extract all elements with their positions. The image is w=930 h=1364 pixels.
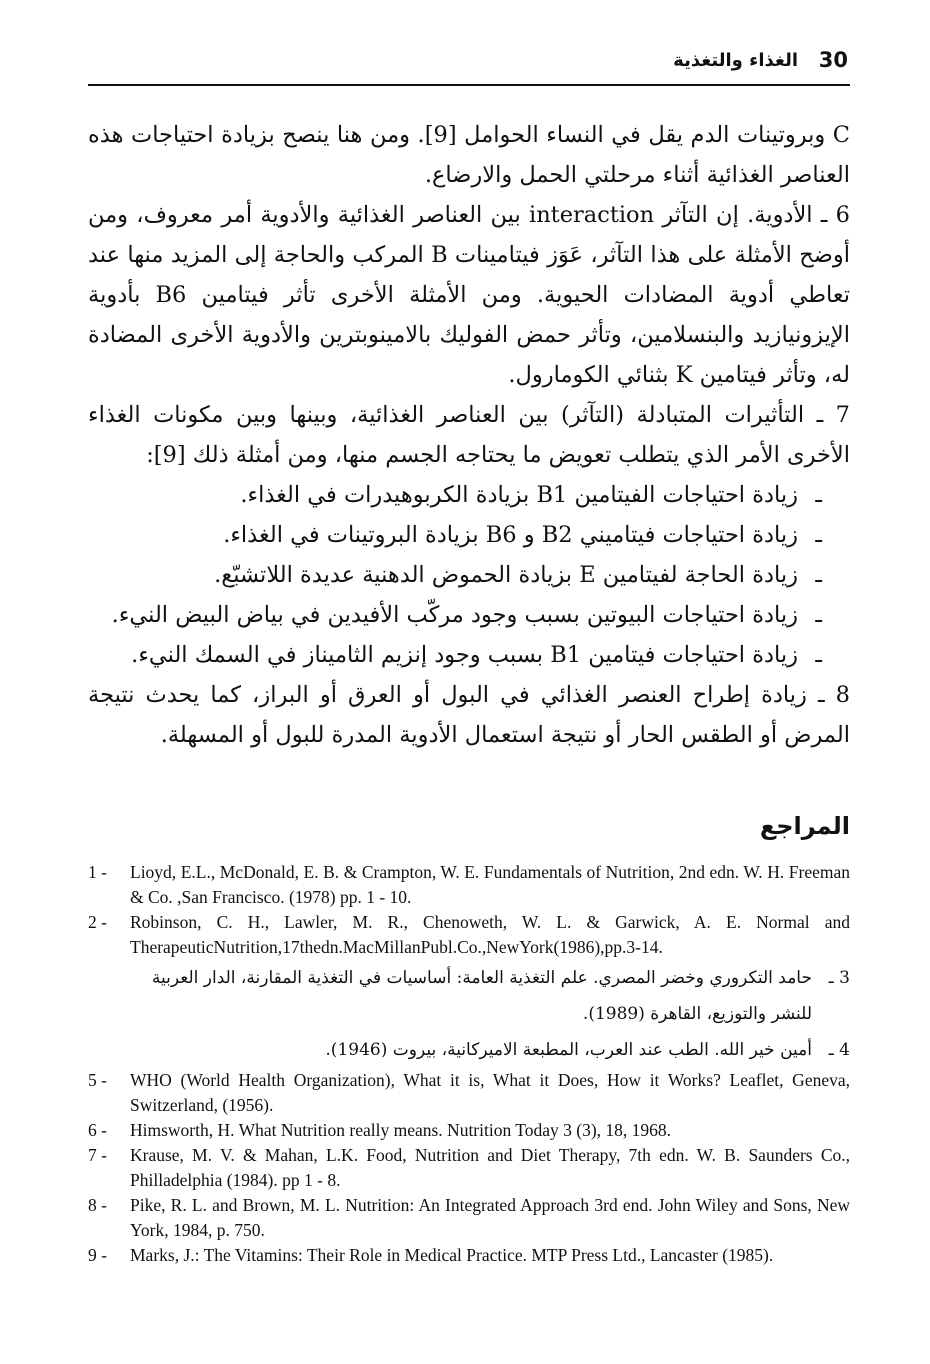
paragraph-8: 8 ـ زيادة إطراح العنصر الغذائي في البول أو العرق أو البراز، كما يحدث نتيجة المرض أو الطقس الحار أو نتيجة استعمال الأدوية المدرة للبول أو المسهلة. (88, 682, 850, 748)
reference-number: 9 - (88, 1245, 107, 1265)
reference-text: Himsworth, H. What Nutrition really means. Nutrition Today 3 (3), 18, 1968. (130, 1120, 672, 1140)
reference-item (88, 1118, 850, 1143)
reference-item (88, 1243, 850, 1268)
page-number: 30 (818, 48, 848, 72)
paragraph-7: 7 ـ التأثيرات المتبادلة (التآثر) بين العناصر الغذائية، وبينها وبين مكونات الغذاء الأخرى الأمر الذي يتطلب تعويض ما يحتاجه الجسم منها، ومن أمثلة ذلك [9]: (88, 402, 850, 468)
reference-number: 7 - (88, 1145, 107, 1165)
list-item: ـ زيادة احتياجات فيتاميني B2 و B6 بزيادة البروتينات في الغذاء. (88, 515, 850, 555)
list-item: ـ زيادة احتياجات البيوتين بسبب وجود مركّب الأفيدين في بياض البيض النيء. (88, 595, 850, 635)
reference-number: 4 ـ (828, 1040, 850, 1060)
reference-text: Pike, R. L. and Brown, M. L. Nutrition: An Integrated Approach 3rd end. John Wiley and Sons, New York, 1984, p. 750. (130, 1195, 850, 1240)
reference-number: 1 - (88, 862, 107, 882)
reference-text: أمين خير الله. الطب عند العرب، المطبعة الاميركانية، بيروت (1946). (325, 1040, 812, 1060)
paragraph-c: C وبروتينات الدم يقل في النساء الحوامل [9]. ومن هنا ينصح بزيادة احتياجات هذه العناصر الغذائية أثناء مرحلتي الحمل والارضاع. (88, 122, 851, 188)
reference-text: Krause, M. V. & Mahan, L.K. Food, Nutrition and Diet Therapy, 7th edn. W. B. Saunders Co., Philladelphia (1984). pp 1 - 8. (130, 1145, 850, 1190)
examples-list (88, 475, 850, 675)
reference-item (88, 1032, 850, 1068)
references-heading: المراجع (759, 812, 850, 840)
reference-number: 6 - (88, 1120, 107, 1140)
reference-item (88, 910, 850, 960)
reference-number: 3 ـ (828, 968, 850, 988)
references-list (88, 860, 850, 1268)
reference-item (88, 1068, 850, 1118)
list-item: ـ زيادة الحاجة لفيتامين E بزيادة الحموض الدهنية عديدة اللاتشبّع. (88, 555, 850, 595)
reference-text: حامد التكروري وخضر المصري. علم التغذية العامة: أساسيات في التغذية المقارنة، الدار العربية للنشر والتوزيع، القاهرة (1989). (151, 968, 812, 1024)
reference-item (88, 960, 850, 1032)
list-item: ـ زيادة احتياجات فيتامين B1 بسبب وجود إنزيم الثاميناز في السمك النيء. (88, 635, 850, 675)
body-text (88, 115, 850, 755)
paragraph-6: 6 ـ الأدوية. إن التآثر interaction بين العناصر الغذائية والأدوية أمر معروف، ومن أوضح الأمثلة على هذا التآثر، عَوَز فيتامينات B المركب والحاجة إلى المزيد منها عند تعاطي أدوية المضادات الحيوية. ومن الأمثلة الأخرى تأثر فيتامين B6 بأدوية الإيزونيازيد والبنسلامين، وتأثر حمض الفوليك بالامينوبترين والأدوية الأخرى المضادة له، وتأثر فيتامين K بثنائي الكومارول. (88, 202, 851, 388)
reference-text: Lioyd, E.L., McDonald, E. B. & Crampton, W. E. Fundamentals of Nutrition, 2nd edn. W. H. Freeman & Co. ,San Francisco. (1978) pp. 1 - 10. (130, 862, 850, 907)
reference-text: Robinson, C. H., Lawler, M. R., Chenoweth, W. L. & Garwick, A. E. Normal and TherapeuticNutrition,17thedn.MacMillanPubl.Co.,NewYork(1986),pp.3-14. (130, 912, 850, 957)
page-header (88, 46, 850, 86)
reference-number: 5 - (88, 1070, 107, 1090)
list-item: ـ زيادة احتياجات الفيتامين B1 بزيادة الكربوهيدرات في الغذاء. (88, 475, 850, 515)
reference-item (88, 1193, 850, 1243)
reference-text: WHO (World Health Organization), What it is, What it Does, How it Works? Leaflet, Geneva, Switzerland, (1956). (130, 1070, 850, 1115)
reference-text: Marks, J.: The Vitamins: Their Role in Medical Practice. MTP Press Ltd., Lancaster (1985). (130, 1245, 774, 1265)
reference-number: 8 - (88, 1195, 107, 1215)
reference-item (88, 860, 850, 910)
running-title: الغذاء والتغذية (673, 50, 798, 71)
reference-item (88, 1143, 850, 1193)
reference-number: 2 - (88, 912, 107, 932)
